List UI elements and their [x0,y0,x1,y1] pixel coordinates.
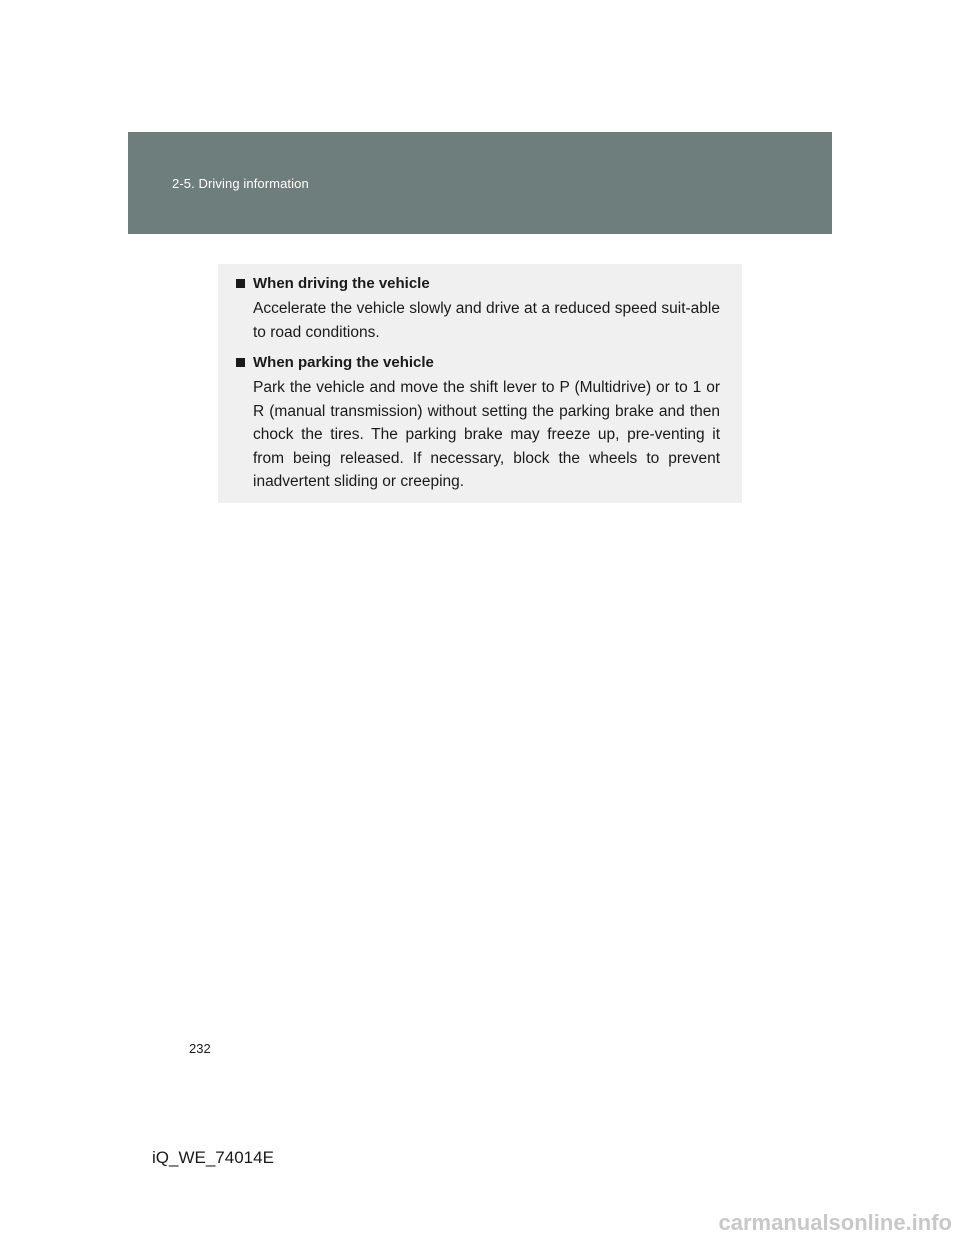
item-heading [236,353,720,373]
item-heading [236,274,720,294]
item-body: Park the vehicle and move the shift lever to P (Multidrive) or to 1 or R (manual transmission) without setting the parking brake and then chock the tires. The parking brake may freeze up, pre-venting it from being released. If necessary, block the wheels to prevent inadvertent sliding or creeping. [253,379,720,490]
info-item-parking [236,353,720,494]
header-band [128,132,832,234]
item-heading-text: When parking the vehicle [253,354,434,371]
info-item-driving [236,274,720,344]
document-code: iQ_WE_74014E [152,1148,274,1167]
watermark: carmanualsonline.info [718,1210,952,1235]
page-number: 232 [189,1041,211,1056]
section-title: 2-5. Driving information [172,176,309,191]
item-body: Accelerate the vehicle slowly and drive at a reduced speed suit-able to road conditions. [253,300,720,341]
item-heading-text: When driving the vehicle [253,275,430,292]
info-box [218,264,742,503]
square-bullet-icon [236,279,245,288]
square-bullet-icon [236,358,245,367]
